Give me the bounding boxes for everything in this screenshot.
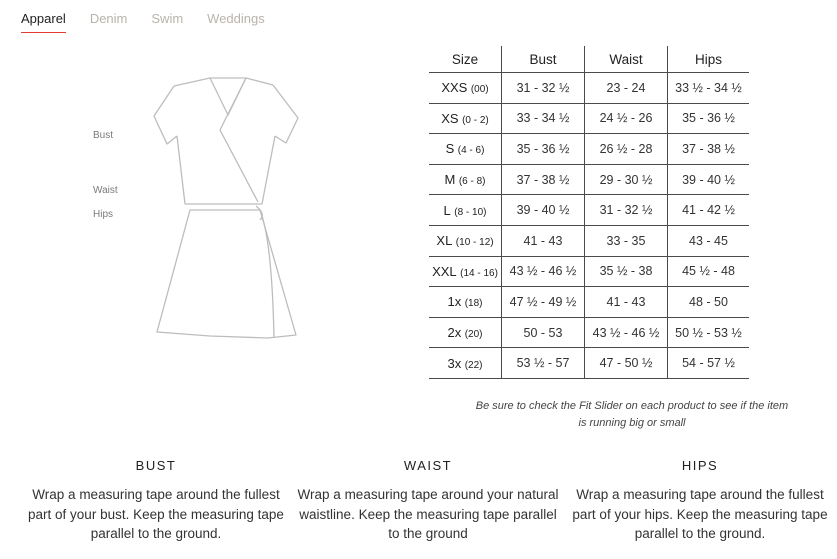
- size-cell: [429, 164, 502, 195]
- waist-cell: 29 - 30 ½: [585, 164, 668, 195]
- table-row: [429, 103, 749, 134]
- size-label: XXS: [441, 80, 468, 96]
- tab-weddings[interactable]: Weddings: [207, 11, 265, 26]
- size-range: (22): [464, 359, 483, 371]
- bust-heading: BUST: [135, 458, 177, 473]
- header-bust: Bust: [502, 46, 585, 73]
- size-label: 3x: [447, 355, 462, 371]
- size-range: (6 - 8): [458, 176, 486, 188]
- bust-cell: 31 - 32 ½: [502, 73, 585, 104]
- waist-cell: 24 ½ - 26: [585, 103, 668, 134]
- bust-instructions: [20, 458, 292, 544]
- table-row: [429, 225, 749, 256]
- table-row: [429, 256, 749, 287]
- header-waist: Waist: [585, 46, 668, 73]
- waist-cell: 47 - 50 ½: [585, 348, 668, 379]
- bust-cell: 33 - 34 ½: [502, 103, 585, 134]
- hips-cell: 54 - 57 ½: [668, 348, 750, 379]
- hips-cell: 48 - 50: [668, 287, 750, 318]
- waist-heading: WAIST: [403, 458, 453, 473]
- size-cell: [429, 348, 502, 379]
- bust-cell: 41 - 43: [502, 225, 585, 256]
- bust-cell: 39 - 40 ½: [502, 195, 585, 226]
- size-chart-table: [429, 46, 749, 379]
- size-cell: [429, 195, 502, 226]
- hips-instructions: [564, 458, 836, 544]
- waist-instructions: [292, 458, 564, 544]
- table-row: [429, 164, 749, 195]
- figure-label-bust: Bust: [93, 130, 114, 141]
- bust-cell: 50 - 53: [502, 317, 585, 348]
- waist-text: Wrap a measuring tape around your natural waistline. Keep the measuring tape parallel to the ground: [297, 487, 559, 541]
- bust-cell: 53 ½ - 57: [502, 348, 585, 379]
- size-cell: [429, 256, 502, 287]
- figure-label-hips: Hips: [93, 209, 114, 220]
- size-range: (0 - 2): [462, 114, 489, 126]
- table-row: [429, 195, 749, 226]
- tab-swim[interactable]: Swim: [151, 11, 184, 26]
- hips-text: Wrap a measuring tape around the fullest part of your hips. Keep the measuring tape parallel to the ground.: [572, 487, 828, 541]
- hips-cell: 39 - 40 ½: [668, 164, 750, 195]
- size-range: (14 - 16): [460, 267, 498, 279]
- size-label: M: [444, 172, 456, 188]
- waist-cell: 23 - 24: [585, 73, 668, 104]
- table-row: [429, 348, 749, 379]
- fit-slider-note: Be sure to check the Fit Slider on each product to see if the item is running big or small: [475, 400, 789, 429]
- waist-cell: 43 ½ - 46 ½: [585, 317, 668, 348]
- table-row: [429, 73, 749, 104]
- size-label: 2x: [447, 325, 462, 341]
- size-cell: [429, 287, 502, 318]
- size-cell: [429, 134, 502, 165]
- hips-heading: HIPS: [681, 458, 719, 473]
- size-range: (10 - 12): [455, 237, 494, 249]
- size-cell: [429, 103, 502, 134]
- table-row: [429, 317, 749, 348]
- hips-cell: 35 - 36 ½: [668, 103, 750, 134]
- hips-cell: 45 ½ - 48: [668, 256, 750, 287]
- hips-cell: 50 ½ - 53 ½: [668, 317, 750, 348]
- table-row: [429, 287, 749, 318]
- waist-cell: 31 - 32 ½: [585, 195, 668, 226]
- table-header-row: [429, 46, 749, 73]
- tab-denim[interactable]: Denim: [89, 11, 128, 26]
- waist-cell: 35 ½ - 38: [585, 256, 668, 287]
- size-range: (18): [464, 298, 483, 310]
- tab-apparel[interactable]: Apparel: [21, 11, 66, 33]
- bust-cell: 43 ½ - 46 ½: [502, 256, 585, 287]
- size-cell: [429, 317, 502, 348]
- figure-label-waist: Waist: [93, 185, 118, 196]
- size-label: XXL: [432, 263, 457, 279]
- size-category-tabs: [21, 11, 289, 33]
- size-label: XS: [441, 110, 459, 126]
- hips-cell: 37 - 38 ½: [668, 134, 750, 165]
- size-label: S: [445, 141, 455, 157]
- hips-cell: 43 - 45: [668, 225, 750, 256]
- size-range: (00): [470, 84, 489, 96]
- hips-cell: 33 ½ - 34 ½: [668, 73, 750, 104]
- hips-cell: 41 - 42 ½: [668, 195, 750, 226]
- bust-cell: 35 - 36 ½: [502, 134, 585, 165]
- waist-cell: 26 ½ - 28: [585, 134, 668, 165]
- size-label: L: [443, 202, 451, 218]
- table-row: [429, 134, 749, 165]
- bust-cell: 37 - 38 ½: [502, 164, 585, 195]
- bust-text: Wrap a measuring tape around the fullest part of your bust. Keep the measuring tape parallel to the ground.: [28, 487, 284, 541]
- waist-cell: 33 - 35: [585, 225, 668, 256]
- size-label: 1x: [447, 294, 462, 310]
- waist-cell: 41 - 43: [585, 287, 668, 318]
- bust-cell: 47 ½ - 49 ½: [502, 287, 585, 318]
- size-range: (20): [464, 329, 483, 341]
- size-range: (8 - 10): [454, 206, 487, 218]
- size-cell: [429, 73, 502, 104]
- size-label: XL: [436, 233, 453, 249]
- measurement-figure: [88, 70, 318, 350]
- size-cell: [429, 225, 502, 256]
- size-range: (4 - 6): [457, 145, 485, 157]
- header-size: Size: [451, 51, 479, 67]
- wrap-dress-icon: [148, 70, 308, 345]
- header-hips: Hips: [668, 46, 750, 73]
